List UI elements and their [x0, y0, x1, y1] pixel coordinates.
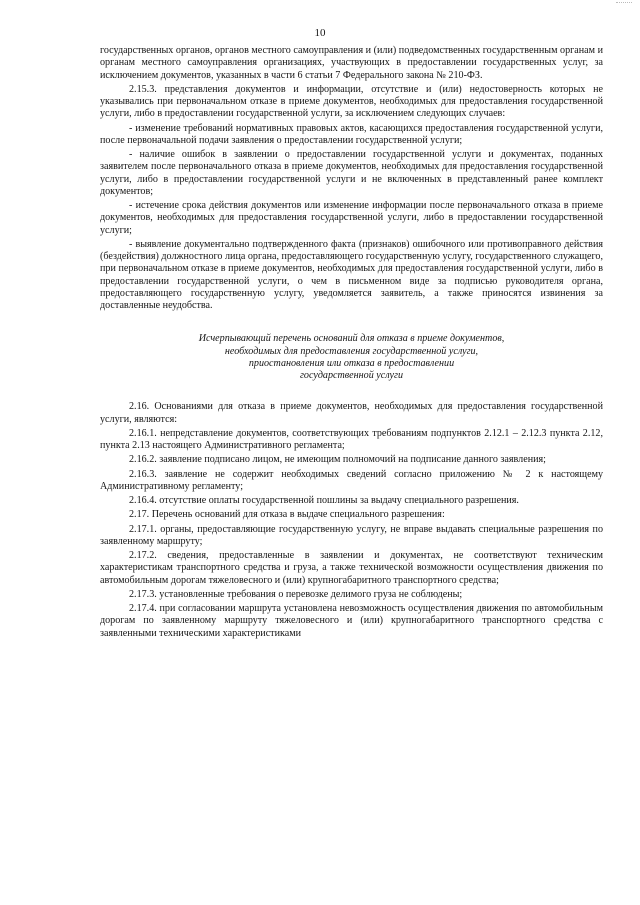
page-number: 10 [314, 27, 326, 39]
paragraph: 2.16.2. заявление подписано лицом, не имеющим полномочий на подписание данного заявления; [129, 454, 546, 466]
paragraph: 2.16.4. отсутствие оплаты государственной пошлины за выдачу специального разрешения. [129, 495, 519, 506]
paragraph: - изменение требований нормативных правовых актов, касающихся предоставления государственной услуги, после первоначальной подачи заявления о предоставлении государственной услуги; [100, 122, 603, 146]
heading-line: государственной услуги [299, 370, 403, 381]
paragraph: - выявление документально подтвержденного факта (признаков) ошибочного или противоправного действия (бездействия) должностного лица органа, предоставляющего государственную услугу, государственного служащего, при первоначальном отказе в приеме документов, необходимых для предоставления государственной услуги, либо в предоставлении государственной услуги, о чем в письменном виде за подписью руководителя органа, предоставляющего государственную услугу, уведомляется заявитель, а также приносятся извинения за доставленные неудобства. [100, 238, 603, 311]
paragraph: - наличие ошибок в заявлении о предоставлении государственной услуги и документах, поданных заявителем после первоначального отказа в приеме документов, необходимых для предоставления государственной услуги, либо в предоставлении государственной услуги и не включенных в представленный ранее комплект документов; [100, 149, 603, 197]
section-top [100, 45, 603, 312]
paragraph: 2.17. Перечень оснований для отказа в выдаче специального разрешения: [129, 509, 445, 521]
paragraph: 2.17.4. при согласовании маршрута установлена невозможность осуществления движения по автомобильным дорогам по заявленному маршруту тяжеловесного и (или) крупногабаритного транспортного средства с заявленными техническими характеристиками [100, 603, 603, 639]
heading-line: Исчерпывающий перечень оснований для отказа в приеме документов, [198, 333, 505, 345]
paragraph: 2.16.1. непредставление документов, соответствующих требованиям подпунктов 2.12.1 – 2.12.3 пункта 2.12, пункта 2.13 настоящего Административного регламента; [100, 427, 603, 451]
scan-corner-mark [616, 2, 632, 5]
paragraph: 2.17.3. установленные требования о перевозке делимого груза не соблюдены; [129, 588, 463, 600]
paragraph: 2.17.2. сведения, предоставленные в заявлении и документах, не соответствуют техническим характеристикам транспортного средства и груза, а также технической возможности осуществления движения по автомобильным дорогам тяжеловесного и (или) крупногабаритного транспортного средства; [100, 550, 603, 586]
heading-line: необходимых для предоставления государственной услуги, [224, 345, 479, 357]
section-heading [100, 333, 603, 382]
paragraph: государственных органов, органов местного самоуправления и (или) подведомственных государственным органам и органам местного самоуправления организациях, участвующих в предоставлении государственных услуг, за исключением документов, указанных в части 6 статьи 7 Федерального закона № 210-ФЗ. [100, 45, 603, 81]
paragraph: 2.15.3. представления документов и информации, отсутствие и (или) недостоверность которых не указывались при первоначальном отказе в приеме документов, необходимых для предоставления государственной услуги, либо в предоставлении государственной услуги, за исключением следующих случаев: [100, 83, 603, 120]
section-bottom [100, 401, 603, 640]
heading-line: приостановления или отказа в предоставлении [248, 357, 455, 369]
paragraph: - истечение срока действия документов или изменение информации после первоначального отказа в приеме документов, необходимых для предоставления государственной услуги, либо в предоставлении государственной услуги; [100, 200, 603, 236]
paragraph: 2.16. Основаниями для отказа в приеме документов, необходимых для предоставления государственной услуги, являются: [100, 401, 603, 425]
paragraph: 2.16.3. заявление не содержит необходимых сведений согласно приложению № 2 к настоящему Административному регламенту; [100, 468, 603, 492]
paragraph: 2.17.1. органы, предоставляющие государственную услугу, не вправе выдавать специальные разрешения по заявленному маршруту; [100, 523, 603, 547]
document-body [100, 45, 603, 640]
